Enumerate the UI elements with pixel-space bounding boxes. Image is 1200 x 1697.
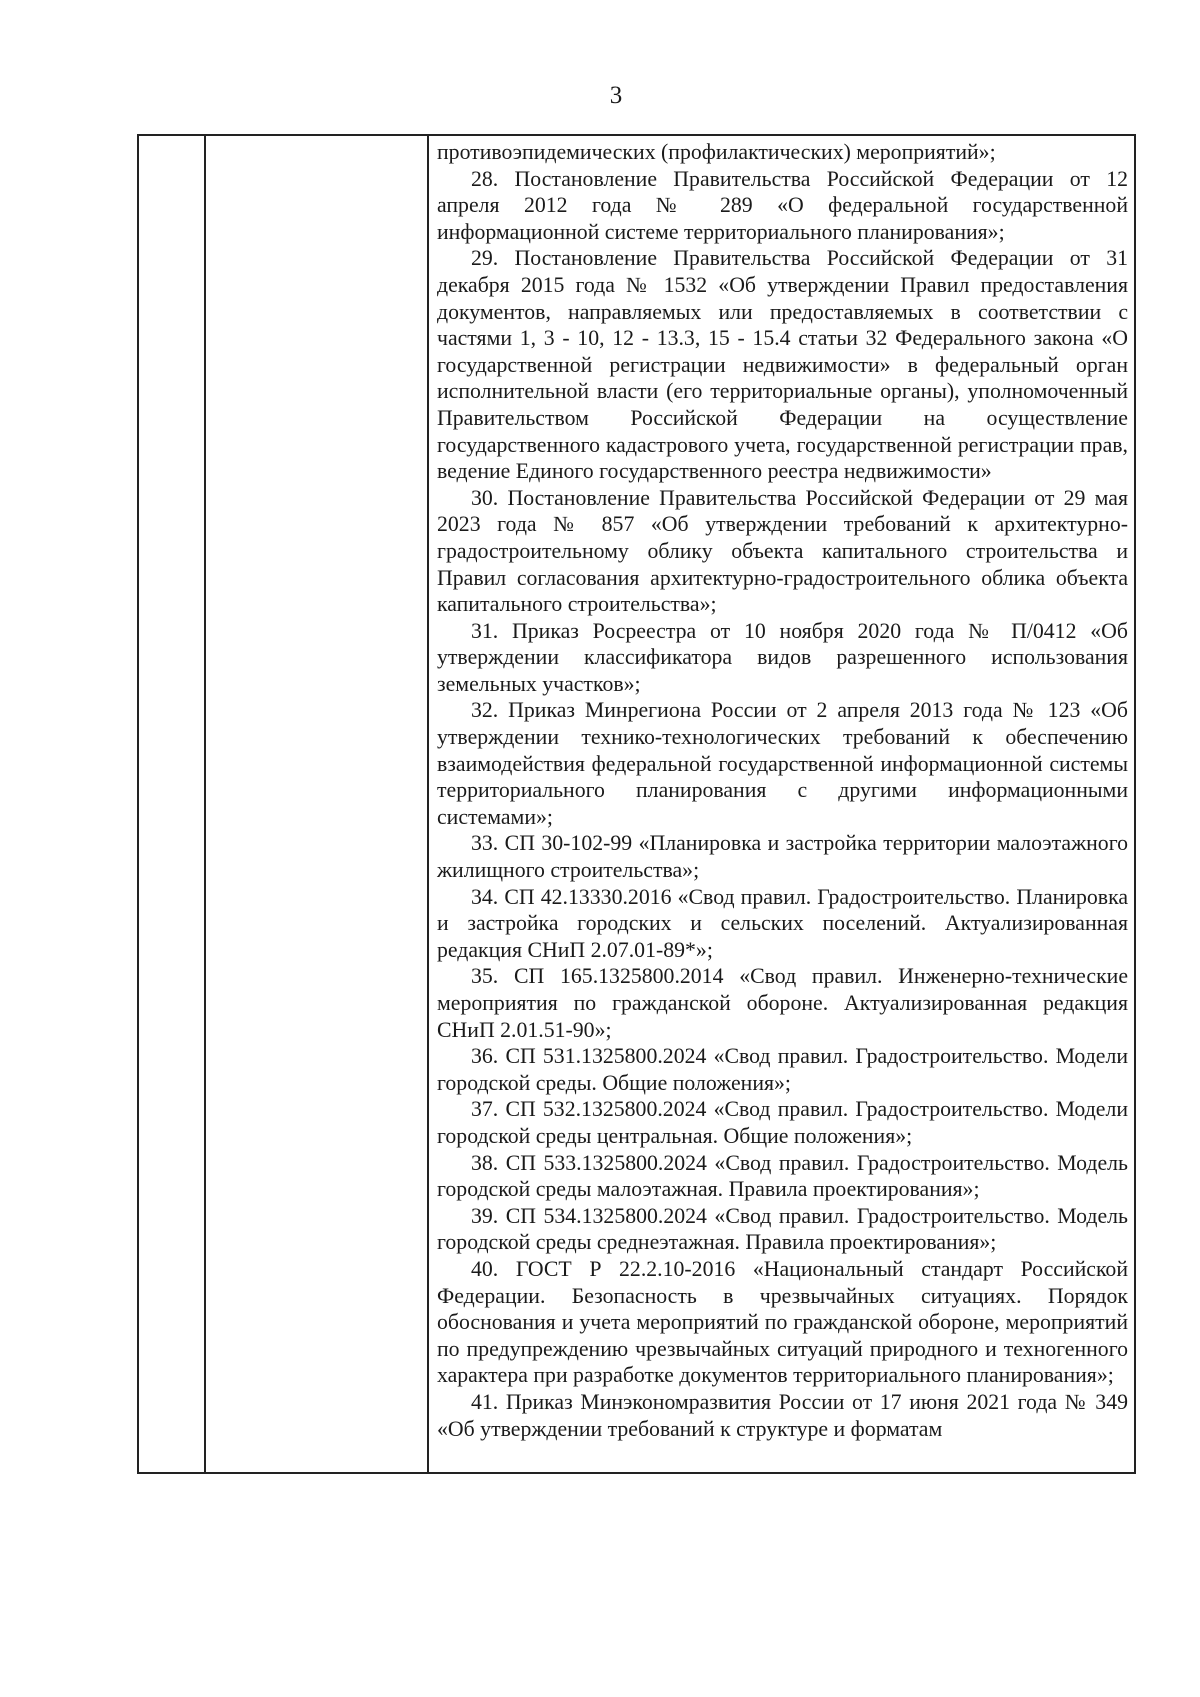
list-item-32: 32. Приказ Минрегиона России от 2 апреля 2013 года № 123 «Об утверждении технико-технологических требований к обеспечению взаимодействия федеральной государственной информационной системы территориального планирования с другими информационными системами»; (437, 698, 1128, 829)
list-item-40: 40. ГОСТ Р 22.2.10-2016 «Национальный стандарт Российской Федерации. Безопасность в чрезвычайных ситуациях. Порядок обоснования и учета мероприятий по гражданской обороне, мероприятий по предупреждению чрезвычайных ситуаций природного и техногенного характера при разработке документов территориального планирования»; (437, 1256, 1128, 1388)
table-column-content (429, 136, 1134, 1472)
continued-text: противоэпидемических (профилактических) мероприятий»; (437, 140, 996, 164)
list-item-28: 28. Постановление Правительства Российской Федерации от 12 апреля 2012 года № 289 «О федеральной государственной информационной системе территориального планирования»; (437, 166, 1128, 244)
list-item-30: 30. Постановление Правительства Российской Федерации от 29 мая 2023 года № 857 «Об утверждении требований к архитектурно-градостроительному облику объекта капитального строительства и Правил согласования архитектурно-градостроительного облика объекта капитального строительства»; (437, 485, 1128, 617)
list-item-34: 34. СП 42.13330.2016 «Свод правил. Градостроительство. Планировка и застройка городских и сельских поселений. Актуализированная редакция СНиП 2.07.01-89*»; (437, 884, 1128, 962)
list-item-38: 38. СП 533.1325800.2024 «Свод правил. Градостроительство. Модель городской среды малоэтажная. Правила проектирования»; (437, 1150, 1128, 1202)
list-item-36: 36. СП 531.1325800.2024 «Свод правил. Градостроительство. Модели городской среды. Общие положения»; (437, 1044, 1128, 1095)
document-table (137, 134, 1136, 1474)
list-item-41: 41. Приказ Минэкономразвития России от 17 июня 2021 года № 349 «Об утверждении требований к структуре и форматам (437, 1389, 1128, 1441)
list-item-31: 31. Приказ Росреестра от 10 ноября 2020 года № П/0412 «Об утверждении классификатора видов разрешенного использования земельных участков»; (437, 618, 1128, 696)
list-item-39: 39. СП 534.1325800.2024 «Свод правил. Градостроительство. Модель городской среды среднеэтажная. Правила проектирования»; (437, 1203, 1128, 1255)
table-column-name (206, 136, 429, 1472)
page-number: 3 (609, 82, 623, 109)
table-column-number (139, 136, 206, 1472)
list-item-37: 37. СП 532.1325800.2024 «Свод правил. Градостроительство. Модели городской среды центральная. Общие положения»; (437, 1097, 1128, 1148)
list-item-29: 29. Постановление Правительства Российской Федерации от 31 декабря 2015 года № 1532 «Об утверждении Правил предоставления документов, направляемых или предоставляемых в соответствии с частями 1, 3 - 10, 12 - 13.3, 15 - 15.4 статьи 32 Федерального закона «О государственной регистрации недвижимости» в федеральный орган исполнительной власти (его территориальные органы), уполномоченный Правительством Российской Федерации на осуществление государственного кадастрового учета, государственной регистрации прав, ведение Единого государственного реестра недвижимости» (437, 246, 1128, 484)
list-item-33: 33. СП 30-102-99 «Планировка и застройка территории малоэтажного жилищного строительства»; (437, 831, 1128, 883)
list-item-35: 35. СП 165.1325800.2014 «Свод правил. Инженерно-технические мероприятия по гражданской обороне. Актуализированная редакция СНиП 2.01.51-90»; (437, 964, 1128, 1042)
